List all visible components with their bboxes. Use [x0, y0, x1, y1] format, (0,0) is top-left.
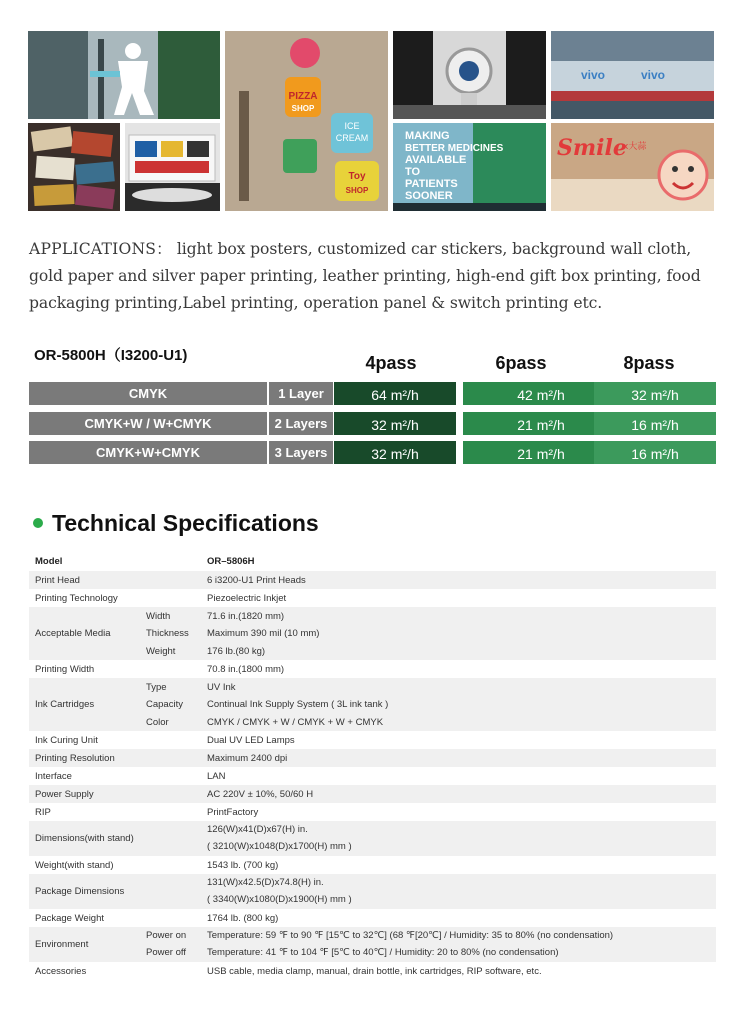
spec-sublabel: Capacity [146, 699, 183, 710]
spec-row-printing-width [29, 660, 716, 678]
speed-row [29, 382, 716, 405]
spec-label: Printing Technology [35, 593, 118, 604]
spec-row-package-weight [29, 909, 716, 927]
spec-label: Environment [35, 939, 89, 950]
spec-value: Maximum 2400 dpi [207, 753, 288, 764]
spec-value: CMYK / CMYK + W / CMYK + W + CMYK [207, 717, 384, 728]
speed-row [29, 412, 716, 435]
speed-8pass: 16 m²/h [594, 441, 716, 464]
spec-label: Ink Cartridges [35, 699, 95, 710]
spec-value: LAN [207, 771, 226, 782]
spec-label: Interface [35, 771, 72, 782]
spec-sublabel: Power off [146, 947, 186, 958]
spec-value: 71.6 in.(1820 mm) [207, 611, 285, 622]
speed-6pass: 21 m²/h [463, 412, 619, 435]
speed-6pass: 42 m²/h [463, 382, 619, 405]
spec-row-interface [29, 767, 716, 785]
ice-text: ICE [344, 121, 360, 131]
speed-8pass: 16 m²/h [594, 412, 716, 435]
spec-value: ( 3340(W)x1080(D)x1900(H) mm ) [207, 894, 352, 905]
spec-sublabel: Width [146, 611, 171, 622]
applications-text: light box posters, customized car stickers, background wall cloth, gold paper and silver paper printing, leather printing, high-end gift box printing, food packaging printing,Label printing, operation panel & switch printing etc. [29, 240, 701, 312]
spec-label: Printing Resolution [35, 753, 115, 764]
spec-value: UV Ink [207, 682, 236, 693]
applications-label: APPLICATIONS： [29, 240, 172, 258]
spec-label: Package Dimensions [35, 886, 125, 897]
spec-row-printing-resolution [29, 749, 716, 767]
wall-word-4: TO [405, 166, 421, 178]
spec-value: Temperature: 59 ℉ to 90 ℉ [15℃ to 32℃] (68 ℉[20℃] / Humidity: 35 to 80% (no condensation) [207, 930, 614, 941]
spec-label: Model [35, 556, 63, 567]
photo-printer-output [125, 123, 220, 211]
spec-row-weight [29, 856, 716, 874]
speed-4pass: 32 m²/h [334, 441, 456, 464]
toy-shop-text: SHOP [345, 186, 369, 195]
spec-row-printing-technology [29, 589, 716, 607]
spec-row-package-dimensions [29, 874, 716, 909]
spec-value: AC 220V ± 10%, 50/60 H [207, 789, 314, 800]
spec-value: PrintFactory [207, 807, 259, 818]
spec-row-dimensions [29, 821, 716, 856]
bullet-dot-icon [33, 518, 43, 528]
layer-count: 2 Layers [269, 412, 333, 435]
spec-value: 1764 lb. (800 kg) [207, 913, 279, 924]
wall-word-5: PATIENTS [405, 178, 458, 190]
spec-value: Dual UV LED Lamps [207, 735, 295, 746]
spec-label: Acceptable Media [35, 628, 111, 639]
spec-value: 70.8 in.(1800 mm) [207, 664, 285, 675]
svg-text:vivo: vivo [641, 68, 666, 82]
cream-text: CREAM [335, 133, 369, 143]
smile-text: Smile [557, 135, 627, 161]
spec-label: Accessories [35, 966, 87, 977]
spec-sublabel: Thickness [146, 628, 189, 639]
spec-label: Printing Width [35, 664, 95, 675]
layer-count: 3 Layers [269, 441, 333, 464]
smile-sub-text: x大蒜 [623, 142, 647, 152]
ink-config: CMYK [29, 382, 267, 405]
spec-row-power-supply [29, 785, 716, 803]
spec-value: ( 3210(W)x1048(D)x1700(H) mm ) [207, 841, 352, 852]
spec-value: Temperature: 41 ℉ to 104 ℉ [5℃ to 40℃] / Humidity: 20 to 80% (no condensation) [207, 947, 559, 958]
wall-word-6: SOONER [405, 190, 453, 202]
spec-value: Piezoelectric Inkjet [207, 593, 287, 604]
spec-value: 6 i3200-U1 Print Heads [207, 575, 306, 586]
toy-text: Toy [348, 171, 366, 182]
spec-value: 126(W)x41(D)x67(H) in. [207, 824, 308, 835]
spec-row-print-head [29, 571, 716, 589]
photo-smile-mall [551, 123, 714, 211]
photo-glass-sticker [28, 31, 220, 119]
spec-row-environment [29, 927, 716, 962]
spec-label: Power Supply [35, 789, 94, 800]
photo-watch-display [393, 31, 546, 119]
photo-sticker-samples [28, 123, 120, 211]
spec-label: RIP [35, 807, 51, 818]
spec-row-accessories [29, 962, 716, 980]
photo-wall-graphic [393, 123, 546, 211]
tech-specs-title-text: Technical Specifications [52, 510, 319, 536]
spec-value: USB cable, media clamp, manual, drain bottle, ink cartridges, RIP software, etc. [207, 966, 542, 977]
tech-specs-title [33, 510, 319, 537]
pizza-shop-text: SHOP [291, 104, 315, 113]
spec-row-ink-curing-unit [29, 731, 716, 749]
wall-word-2: BETTER MEDICINES [405, 143, 504, 154]
spec-label: Package Weight [35, 913, 105, 924]
wall-word-1: MAKING [405, 130, 450, 142]
spec-value: Maximum 390 mil (10 mm) [207, 628, 320, 639]
speed-row [29, 441, 716, 464]
svg-text:vivo: vivo [581, 68, 606, 82]
spec-value: 176 lb.(80 kg) [207, 646, 266, 657]
photo-stickers-on-glass [225, 31, 388, 211]
layer-count: 1 Layer [269, 382, 333, 405]
speed-4pass: 32 m²/h [334, 412, 456, 435]
spec-sublabel: Type [146, 682, 167, 693]
speed-8pass: 32 m²/h [594, 382, 716, 405]
spec-value: 131(W)x42.5(D)x74.8(H) in. [207, 877, 324, 888]
wall-word-3: AVAILABLE [405, 154, 467, 166]
spec-label: Print Head [35, 575, 80, 586]
ink-config: CMYK+W / W+CMYK [29, 412, 267, 435]
pass-header-6: 6pass [495, 353, 547, 373]
speed-6pass: 21 m²/h [463, 441, 619, 464]
spec-row-rip [29, 803, 716, 821]
ink-config: CMYK+W+CMYK [29, 441, 267, 464]
photo-store-window [551, 31, 714, 119]
spec-row-acceptable-media [29, 607, 716, 660]
speed-table-model-title: OR-5800H（I3200-U1) [34, 347, 188, 364]
spec-sublabel: Weight [146, 646, 176, 657]
spec-value: 1543 lb. (700 kg) [207, 860, 279, 871]
applications-paragraph [29, 236, 719, 317]
spec-sublabel: Power on [146, 930, 187, 941]
pass-header-8: 8pass [623, 353, 675, 373]
spec-label: Weight(with stand) [35, 860, 114, 871]
spec-value: Continual Ink Supply System ( 3L ink tank ) [207, 699, 389, 710]
spec-row-model [29, 552, 716, 570]
spec-row-ink-cartridges [29, 678, 716, 731]
spec-value: OR–5806H [207, 556, 255, 567]
pizza-text: PIZZA [288, 91, 318, 102]
pass-header-4: 4pass [365, 353, 417, 373]
spec-sublabel: Color [146, 717, 169, 728]
speed-4pass: 64 m²/h [334, 382, 456, 405]
spec-label: Dimensions(with stand) [35, 833, 134, 844]
spec-label: Ink Curing Unit [35, 735, 98, 746]
